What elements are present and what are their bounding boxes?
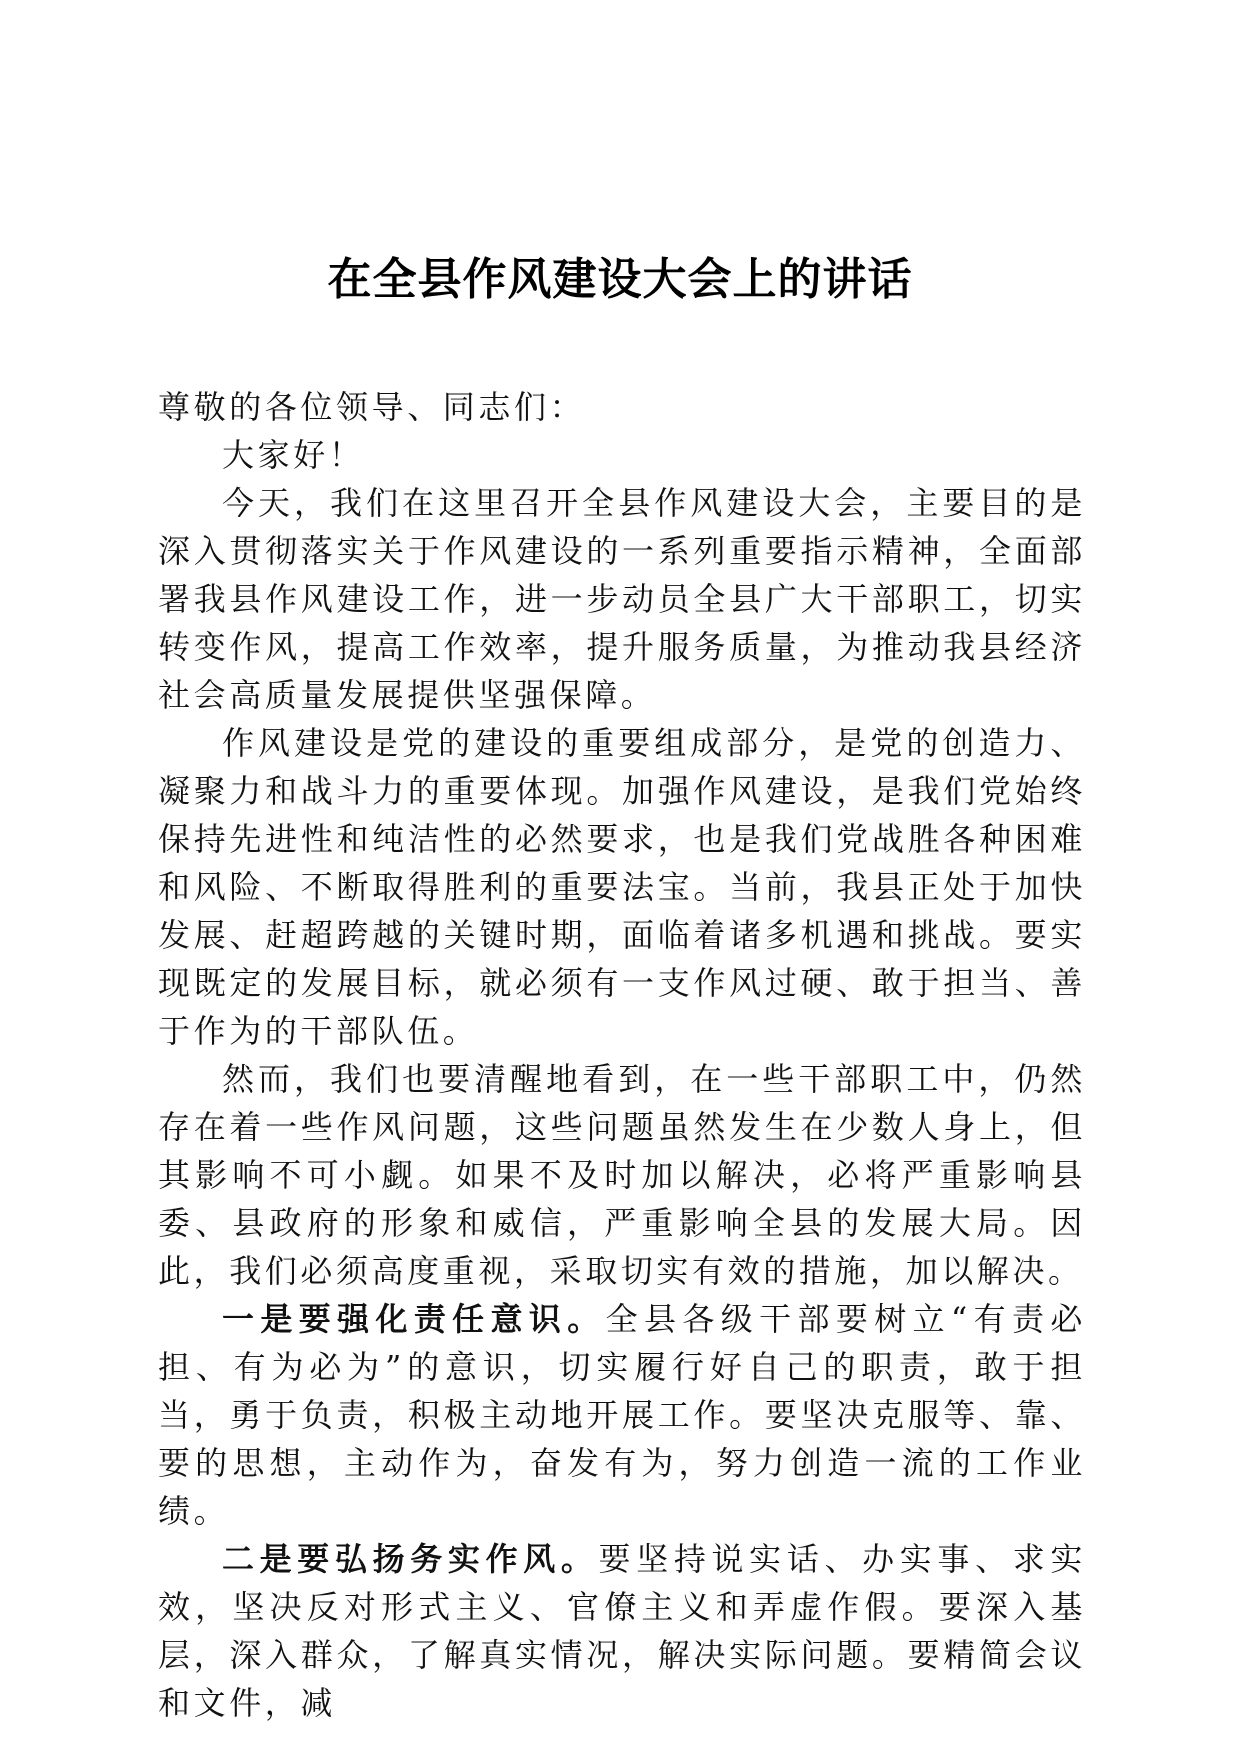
greeting: 大家好！ xyxy=(222,436,365,474)
point-pragmatic xyxy=(158,1535,1086,1727)
point-responsibility-text: 全县各级干部要树立“有责必担、有为必为”的意识，切实履行好自己的职责，敢于担当，勇于负责，积极主动地开展工作。要坚决克服等、靠、要的思想，主动作为，奋发有为，努力创造一流的工作业绩。 xyxy=(158,1300,1086,1530)
paragraph-problems: 然而，我们也要清醒地看到，在一些干部职工中，仍然存在着一些作风问题，这些问题虽然发生在少数人身上，但其影响不可小觑。如果不及时加以解决，必将严重影响县委、县政府的形象和威信，严重影响全县的发展大局。因此，我们必须高度重视，采取切实有效的措施，加以解决。 xyxy=(158,1060,1086,1290)
document-title: 在全县作风建设大会上的讲话 xyxy=(327,254,913,305)
point-responsibility xyxy=(158,1295,1086,1535)
paragraph-importance: 作风建设是党的建设的重要组成部分，是党的创造力、凝聚力和战斗力的重要体现。加强作风建设，是我们党始终保持先进性和纯洁性的必然要求，也是我们党战胜各种困难和风险、不断取得胜利的重要法宝。当前，我县正处于加快发展、赶超跨越的关键时期，面临着诸多机遇和挑战。要实现既定的发展目标，就必须有一支作风过硬、敢于担当、善于作为的干部队伍。 xyxy=(158,724,1086,1050)
point-responsibility-heading: 一是要强化责任意识。 xyxy=(222,1300,606,1338)
document-body xyxy=(158,383,1086,1727)
point-pragmatic-text: 要坚持说实话、办实事、求实效，坚决反对形式主义、官僚主义和弄虚作假。要深入基层，深入群众，了解真实情况，解决实际问题。要精简会议和文件，减 xyxy=(158,1540,1086,1722)
salutation: 尊敬的各位领导、同志们： xyxy=(158,388,586,426)
point-pragmatic-heading: 二是要弘扬务实作风。 xyxy=(222,1540,599,1578)
paragraph-intro: 今天，我们在这里召开全县作风建设大会，主要目的是深入贯彻落实关于作风建设的一系列重要指示精神，全面部署我县作风建设工作，进一步动员全县广大干部职工，切实转变作风，提高工作效率，提升服务质量，为推动我县经济社会高质量发展提供坚强保障。 xyxy=(158,484,1086,714)
